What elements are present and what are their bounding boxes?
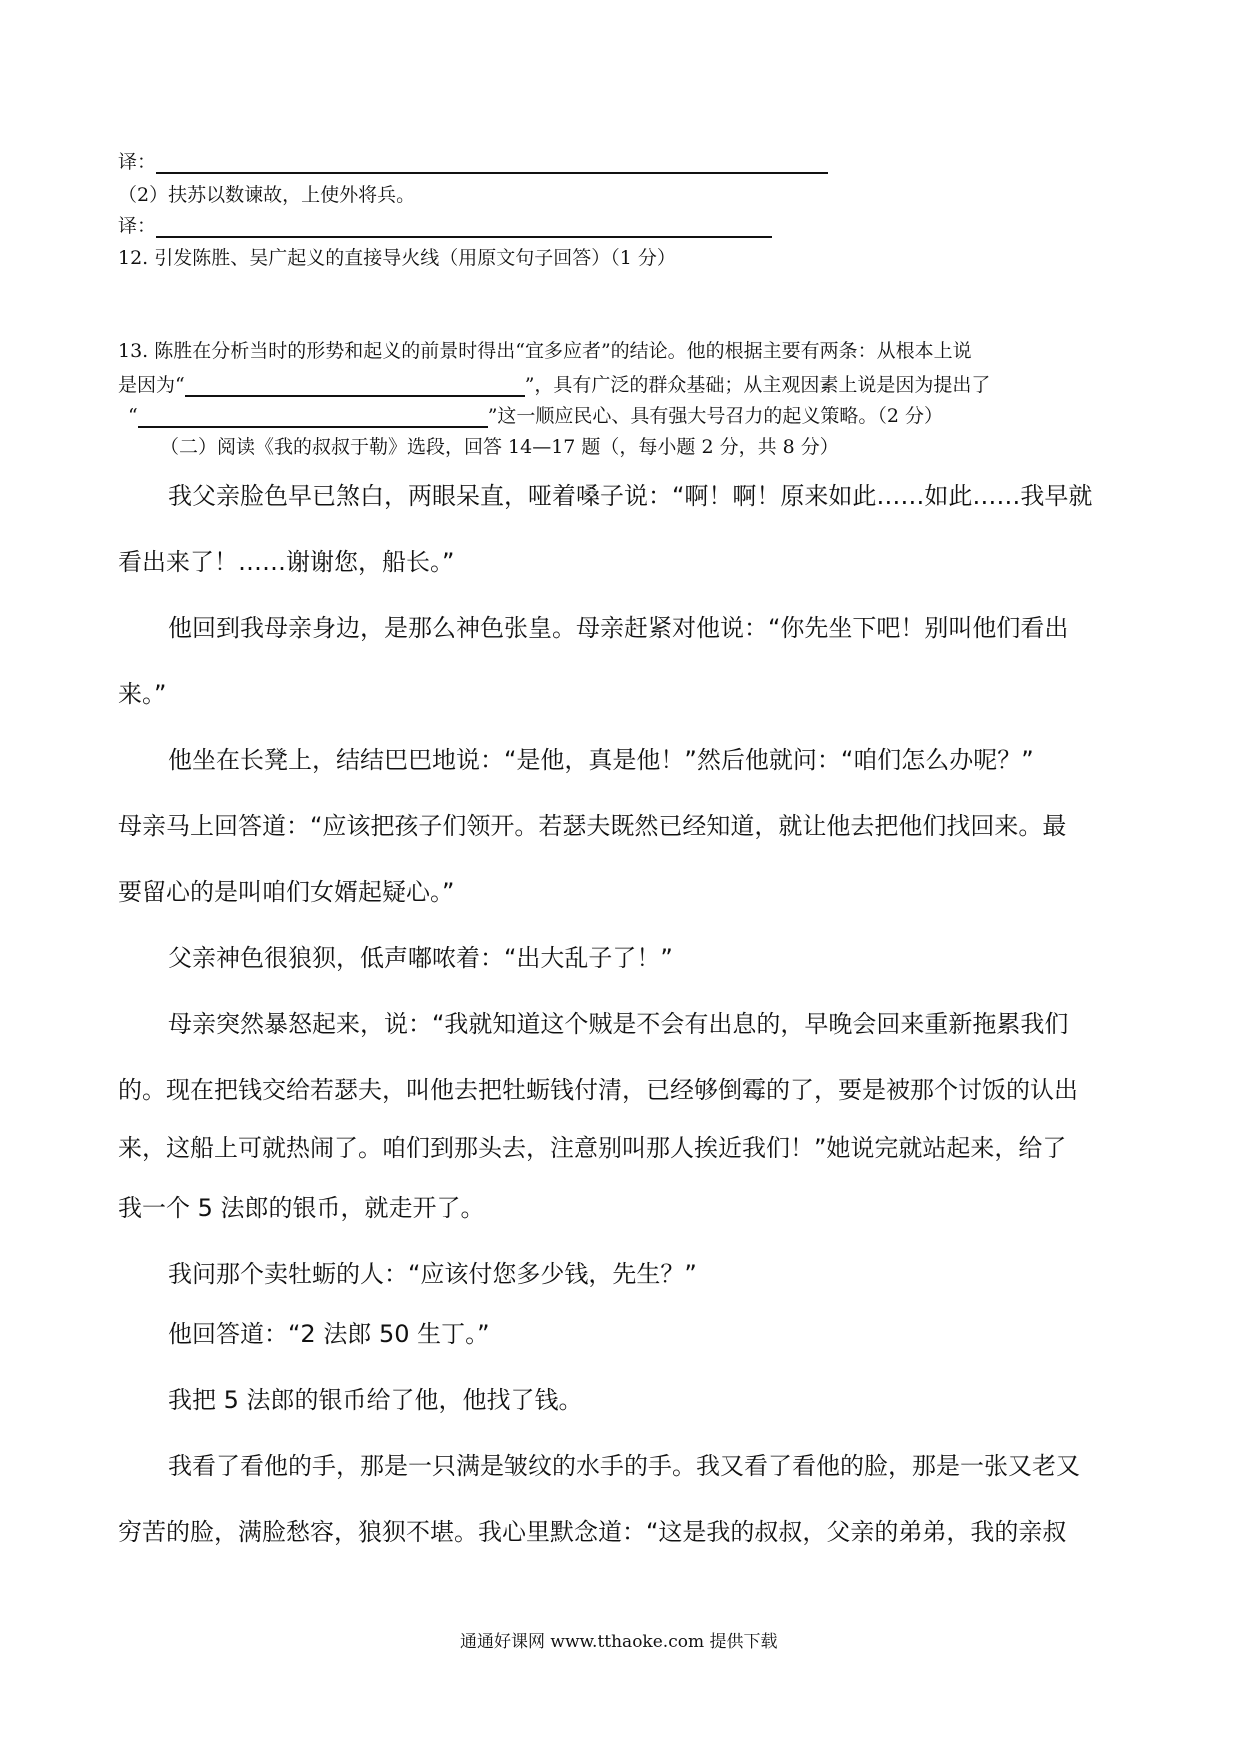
answer-blank xyxy=(185,375,525,397)
passage-line: 我看了看他的手，那是一只满是皱纹的水手的手。我又看了看他的脸，那是一张又老又 xyxy=(168,1452,1080,1480)
passage-line: 穷苦的脸，满脸愁容，狼狈不堪。我心里默念道：“这是我的叔叔，父亲的弟弟，我的亲叔 xyxy=(118,1518,1067,1546)
question-13-text: ”，具有广泛的群众基础；从主观因素上说是因为提出了 xyxy=(524,374,991,396)
passage-line: 他回答道：“2 法郎 50 生丁。” xyxy=(168,1320,490,1348)
question-13-line-3 xyxy=(128,404,943,428)
question-13-text: “ xyxy=(128,405,138,427)
answer-blank xyxy=(156,152,828,174)
question-13-text: 是因为“ xyxy=(118,374,185,396)
passage-line: 我父亲脸色早已煞白，两眼呆直，哑着嗓子说：“啊！啊！原来如此……如此……我早就 xyxy=(168,482,1093,510)
translate-label: 译： xyxy=(118,215,157,237)
translation-line-1 xyxy=(118,150,828,174)
answer-blank xyxy=(138,406,488,428)
passage-line: 的。现在把钱交给若瑟夫，叫他去把牡蛎钱付清，已经够倒霉的了，要是被那个讨饭的认出 xyxy=(118,1076,1078,1104)
passage-line: 我把 5 法郎的银币给了他，他找了钱。 xyxy=(168,1386,583,1414)
answer-blank xyxy=(156,216,772,238)
question-13-text: ”这一顺应民心、具有强大号召力的起义策略。（2 分） xyxy=(487,405,944,427)
page-footer: 通通好课网 www.tthaoke.com 提供下载 xyxy=(460,1632,778,1652)
passage-line: 他坐在长凳上，结结巴巴地说：“是他，真是他！”然后他就问：“咱们怎么办呢？” xyxy=(168,746,1034,774)
passage-line: 来。” xyxy=(118,680,167,708)
passage-line: 要留心的是叫咱们女婿起疑心。” xyxy=(118,878,455,906)
passage-line: 母亲突然暴怒起来，说：“我就知道这个贼是不会有出息的，早晚会回来重新拖累我们 xyxy=(168,1010,1069,1038)
question-12: 12. 引发陈胜、吴广起义的直接导火线（用原文句子回答）（1 分） xyxy=(118,247,676,269)
translate-label: 译： xyxy=(118,151,157,173)
question-13-line-2 xyxy=(118,373,990,397)
section-heading: （二）阅读《我的叔叔于勒》选段，回答 14—17 题（，每小题 2 分，共 8 分） xyxy=(160,436,839,458)
question-item-2: （2）扶苏以数谏故，上使外将兵。 xyxy=(118,184,416,206)
passage-line: 父亲神色很狼狈，低声嘟哝着：“出大乱子了！” xyxy=(168,944,673,972)
passage-line: 我一个 5 法郎的银币，就走开了。 xyxy=(118,1194,485,1222)
passage-line: 来，这船上可就热闹了。咱们到那头去，注意别叫那人挨近我们！”她说完就站起来，给了 xyxy=(118,1134,1067,1162)
question-13-line-1: 13. 陈胜在分析当时的形势和起义的前景时得出“宜多应者”的结论。他的根据主要有两条：从根本上说 xyxy=(118,340,972,362)
passage-line: 看出来了！……谢谢您，船长。” xyxy=(118,548,455,576)
passage-line: 我问那个卖牡蛎的人：“应该付您多少钱，先生？” xyxy=(168,1260,697,1288)
passage-line: 他回到我母亲身边，是那么神色张皇。母亲赶紧对他说：“你先坐下吧！别叫他们看出 xyxy=(168,614,1069,642)
passage-line: 母亲马上回答道：“应该把孩子们领开。若瑟夫既然已经知道，就让他去把他们找回来。最 xyxy=(118,812,1067,840)
translation-line-2 xyxy=(118,214,772,238)
